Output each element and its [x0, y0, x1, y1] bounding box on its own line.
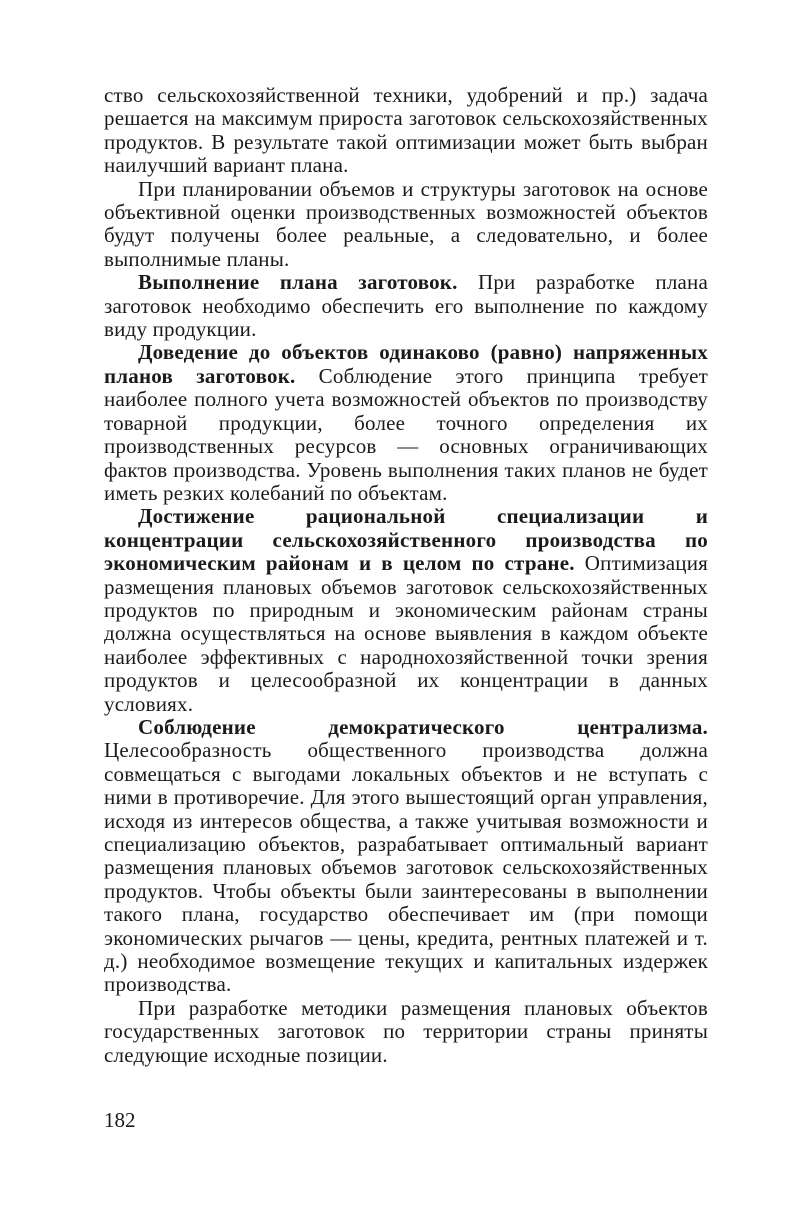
paragraph-text: Целесообразность общественного производства должна совмещаться с выгодами локальных объектов и не вступать с ними в противоречие. Для этого вышестоящий орган управления, исходя из интересов общества, а также учитывая возможности и специализацию объектов, разрабатывает оптимальный вариант размещения плановых объемов заготовок сельскохозяйственных продуктов. Чтобы объекты были заинтересованы в выполнении такого плана, государство обеспечивает им (при помощи экономических рычагов — цены, кредита, рентных платежей и т. д.) необходимое возмещение текущих и капитальных издержек производства.	[104, 738, 708, 997]
paragraph-lead: Доведение до объектов одинаково (равно) напряженных планов заготовок.	[104, 340, 708, 388]
paragraph-planning	[104, 178, 708, 272]
paragraph-continuation	[104, 84, 708, 178]
body-text	[104, 84, 708, 1067]
paragraph-text: Оптимизация размещения плановых объемов заготовок сельскохозяйственных продуктов по природным и экономическим районам страны должна осуществляться на основе выявления в каждом объекте наиболее эффективных с народнохозяйственной точки зрения продуктов и целесообразной их концентрации в данных условиях.	[104, 551, 709, 716]
paragraph-centralism	[104, 716, 708, 997]
paragraph-text: При планировании объемов и структуры заготовок на основе объективной оценки производственных возможностей объектов будут получены более реальные, а следовательно, и более выполнимые планы.	[104, 176, 708, 271]
paragraph-equal-plans	[104, 341, 708, 505]
paragraph-text: При разработке плана заготовок необходимо обеспечить его выполнение по каждому виду продукции.	[104, 270, 708, 342]
paragraph-lead: Достижение рациональной специализации и концентрации сельскохозяйственного производства по экономическим районам и в целом по стране.	[104, 504, 708, 576]
paragraph-lead: Выполнение плана заготовок.	[138, 270, 458, 295]
paragraph-specialization	[104, 505, 708, 716]
paragraph-text: При разработке методики размещения плановых объектов государственных заготовок по территории страны приняты следующие исходные позиции.	[104, 995, 708, 1067]
page-number: 182	[104, 1108, 136, 1132]
paragraph-text: ство сельскохозяйственной техники, удобрений и пр.) задача решается на максимум прироста заготовок сельскохозяйственных продуктов. В результате такой оптимизации может быть выбран наилучший вариант плана.	[104, 83, 708, 178]
paragraph-text: Соблюдение этого принципа требует наиболее полного учета возможностей объектов по производству товарной продукции, более точного определения их производственных ресурсов — основных ограничивающих фактов производства. Уровень выполнения таких планов не будет иметь резких колебаний по объектам.	[104, 363, 708, 505]
paragraph-lead: Соблюдение демократического централизма.	[138, 714, 708, 739]
paragraph-plan-fulfillment	[104, 271, 708, 341]
paragraph-methodology	[104, 997, 708, 1067]
